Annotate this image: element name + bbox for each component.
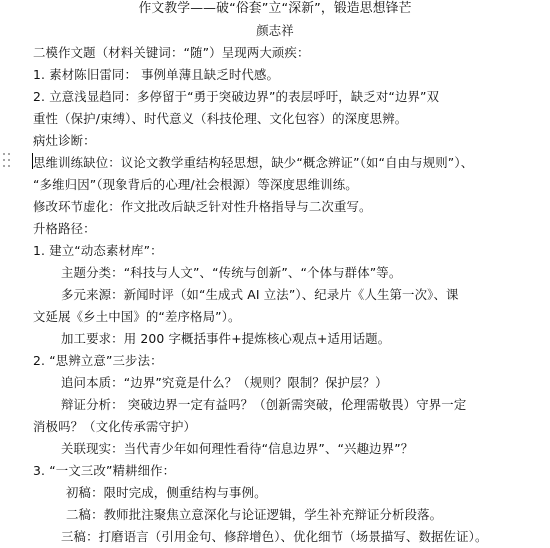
list-item-theme-cont: 重性（保护/束缚）、时代意义（科技伦理、文化包容）的深度思辨。	[33, 111, 408, 126]
list-item-dialectic: 2. “思辨立意”三步法：	[33, 353, 163, 368]
drag-handle-icon[interactable]	[2, 151, 12, 171]
paragraph-revision: 修改环节虚化：作文批改后缺乏针对性升格指导与二次重写。	[33, 199, 372, 214]
sub-item-reality: 关联现实：当代青少年如何理性看待“信息边界”、“兴趣边界”？	[61, 441, 414, 456]
sub-item-topic-category: 主题分类：“科技与人文”、“传统与创新”、“个体与群体”等。	[61, 265, 402, 280]
sub-item-first-draft: 初稿：限时完成，侧重结构与事例。	[66, 485, 267, 500]
list-item-material-library: 1. 建立“动态素材库”：	[33, 243, 163, 258]
sub-item-sources: 多元来源：新闻时评（如“生成式 AI 立法”）、纪录片《人生第一次》、课	[61, 287, 459, 302]
sub-item-third-draft: 三稿：打磨语言（引用金句、修辞增色）、优化细节（场景描写、数据佐证）。	[61, 529, 488, 544]
paragraph-thinking-training-cont: “多维归因”（现象背后的心理/社会根源）等深度思维训练。	[33, 177, 358, 192]
section-heading-diagnosis: 病灶诊断：	[33, 133, 96, 148]
sub-item-second-draft: 二稿：教师批注聚焦立意深化与论证逻辑，学生补充辩证分析段落。	[66, 507, 443, 522]
list-item-theme: 2. 立意浅显趋同：多停留于“勇于突破边界”的表层呼吁，缺乏对“边界”双	[33, 89, 440, 104]
sub-item-analysis-cont: 消极吗？（文化传承需守护）	[33, 419, 197, 434]
paragraph-thinking-training: 思维训练缺位：议论文教学重结构轻思想，缺少“概念辨证”（如“自由与规则”）、	[33, 155, 474, 170]
text-cursor	[32, 153, 33, 169]
document-title: 作文教学——破“俗套”立“深新”，锻造思想锋芒	[138, 1, 412, 16]
list-item-three-drafts: 3. “一文三改”精耕细作：	[33, 463, 176, 478]
sub-item-processing: 加工要求：用 200 字概括事件+提炼核心观点+适用话题。	[61, 331, 391, 346]
list-item-material: 1. 素材陈旧雷同： 事例单薄且缺乏时代感。	[33, 67, 280, 82]
sub-item-essence: 追问本质：“边界”究竟是什么？（规则？限制？保护层？）	[61, 375, 388, 390]
paragraph-intro: 二模作文题（材料关键词：“随”）呈现两大顽疾：	[33, 45, 310, 60]
sub-item-analysis: 辩证分析： 突破边界一定有益吗？（创新需突破，伦理需敬畏）守界一定	[61, 397, 467, 412]
document-author: 颜志祥	[256, 23, 294, 38]
section-heading-upgrade: 升格路径：	[33, 221, 96, 236]
sub-item-sources-cont: 文延展《乡土中国》的“差序格局”）。	[33, 309, 241, 324]
